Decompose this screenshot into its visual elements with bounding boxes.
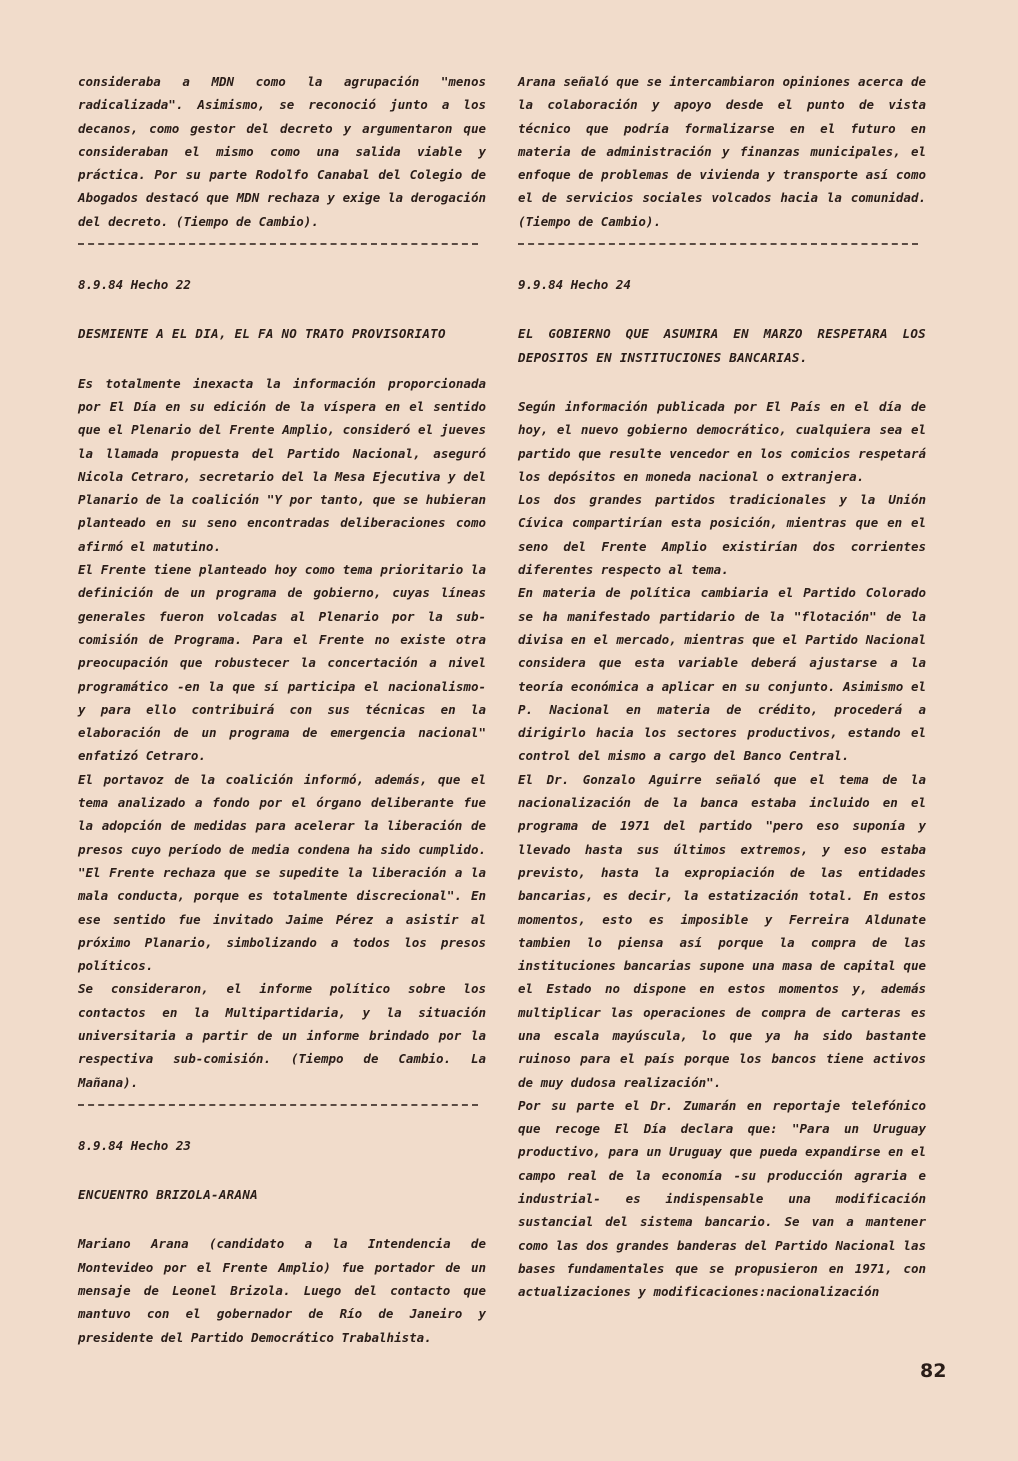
- right-column: [518, 70, 926, 1304]
- entry-24-headline: EL GOBIERNO QUE ASUMIRA EN MARZO RESPETARA LOS DEPOSITOS EN INSTITUCIONES BANCARIAS.: [518, 326, 926, 365]
- entry-24-paragraph: El Dr. Gonzalo Aguirre señaló que el tema de la nacionalización de la banca estaba incluido en el programa de 1971 del partido "pero eso suponía y llevado hasta sus últimos extremos, y eso estaba previsto, hasta la expropiación de las entidades bancarias, es decir, la estatización total. En estos momentos, esto es imposible y Ferreira Aldunate tambien lo piensa así porque la compra de las instituciones bancarias supone una masa de capital que el Estado no dispone en estos momentos y, además multiplicar las operaciones de compra de carteras es una escala mayúscula, lo que ya ha sido bastante ruinoso para el país porque los bancos tiene activos de muy dudosa realización".: [518, 771, 926, 1090]
- divider: [518, 243, 918, 245]
- entry-24-paragraph: En materia de política cambiaria el Partido Colorado se ha manifestado partidario de la "flotación" de la divisa en el mercado, mientras que el Partido Nacional considera que esta variable deberá ajustarse a la teoría económica a aplicar en su conjunto. Asimismo el P. Nacional en materia de crédito, procederá a dirigirlo hacia los sectores productivos, estando el control del mismo a cargo del Banco Central.: [518, 585, 926, 764]
- entry-23-headline: ENCUENTRO BRIZOLA-ARANA: [78, 1187, 258, 1203]
- entry-22-paragraph: Es totalmente inexacta la información proporcionada por El Día en su edición de la víspera en el sentido que el Plenario del Frente Amplio, consideró el jueves la llamada propuesta del Partido Nacional, aseguró Nicola Cetraro, secretario del la Mesa Ejecutiva y del Planario de la coalición "Y por tanto, que se hubieran planteado en su seno encontradas deliberaciones como afirmó el matutino.: [78, 375, 486, 554]
- entry-22-headline: DESMIENTE A EL DIA, EL FA NO TRATO PROVISORIATO: [78, 326, 446, 342]
- left-column: [78, 70, 486, 1349]
- entry-22-date: 8.9.84 Hecho 22: [78, 277, 191, 293]
- entry-22-paragraph: El portavoz de la coalición informó, además, que el tema analizado a fondo por el órgano deliberante fue la adopción de medidas para acelerar la liberación de presos cuyo período de media condena ha sido cumplido. "El Frente rechaza que se supedite la liberación a la mala conducta, porque es totalmente discrecional". En ese sentido fue invitado Jaime Pérez a asistir al próximo Planario, simbolizando a todos los presos políticos.: [78, 771, 486, 974]
- entry-24-paragraph: Los dos grandes partidos tradicionales y la Unión Cívica compartirían esta posición, mientras que en el seno del Frente Amplio existirían dos corrientes diferentes respecto al tema.: [518, 492, 926, 578]
- entry-24-paragraph: Según información publicada por El País en el día de hoy, el nuevo gobierno democrático, cualquiera sea el partido que resulte vencedor en los comicios respetará los depósitos en moneda nacional o extranjera.: [518, 398, 926, 484]
- entry-24-paragraph: Por su parte el Dr. Zumarán en reportaje telefónico que recoge El Día declara que: "Para un Uruguay productivo, para un Uruguay que pueda expandirse en el campo real de la economía -su producción agraria e industrial- es indispensable una modificación sustancial del sistema bancario. Se van a mantener como las dos grandes banderas del Partido Nacional las bases fundamentales que se propusieron en 1971, con actualizaciones y modificaciones:nacionalización: [518, 1097, 926, 1300]
- right-intro: Arana señaló que se intercambiaron opiniones acerca de la colaboración y apoyo desde el punto de vista técnico que podría formalizarse en el futuro en materia de administración y finanzas municipales, el enfoque de problemas de vivienda y transporte así como el de servicios sociales volcados hacia la comunidad. (Tiempo de Cambio).: [518, 74, 926, 229]
- entry-22-paragraph: Se consideraron, el informe político sobre los contactos en la Multipartidaria, y la situación universitaria a partir de un informe brindado por la respectiva sub-comisión. (Tiempo de Cambio. La Mañana).: [78, 981, 486, 1090]
- entry-23-date: 8.9.84 Hecho 23: [78, 1137, 191, 1153]
- entry-22-paragraph: El Frente tiene planteado hoy como tema prioritario la definición de un programa de gobierno, cuyas líneas generales fueron volcadas al Plenario por la sub-comisión de Programa. Para el Frente no existe otra preocupación que robustecer la concertación a nivel programático -en la que sí participa el nacionalismo- y para ello contribuirá con sus técnicas en la elaboración de un programa de emergencia nacional" enfatizó Cetraro.: [78, 562, 486, 764]
- page-number: 82: [920, 1360, 947, 1382]
- divider: [78, 243, 478, 245]
- entry-23-paragraph: Mariano Arana (candidato a la Intendencia de Montevideo por el Frente Amplio) fue portador de un mensaje de Leonel Brizola. Luego del contacto que mantuvo con el gobernador de Río de Janeiro y presidente del Partido Democrático Trabalhista.: [78, 1236, 486, 1345]
- divider: [78, 1104, 478, 1106]
- left-intro: consideraba a MDN como la agrupación "menos radicalizada". Asimismo, se reconoció junto a los decanos, como gestor del decreto y argumentaron que consideraban el mismo como una salida viable y práctica. Por su parte Rodolfo Canabal del Colegio de Abogados destacó que MDN rechaza y exige la derogación del decreto. (Tiempo de Cambio).: [78, 74, 486, 229]
- entry-24-date: 9.9.84 Hecho 24: [518, 277, 631, 293]
